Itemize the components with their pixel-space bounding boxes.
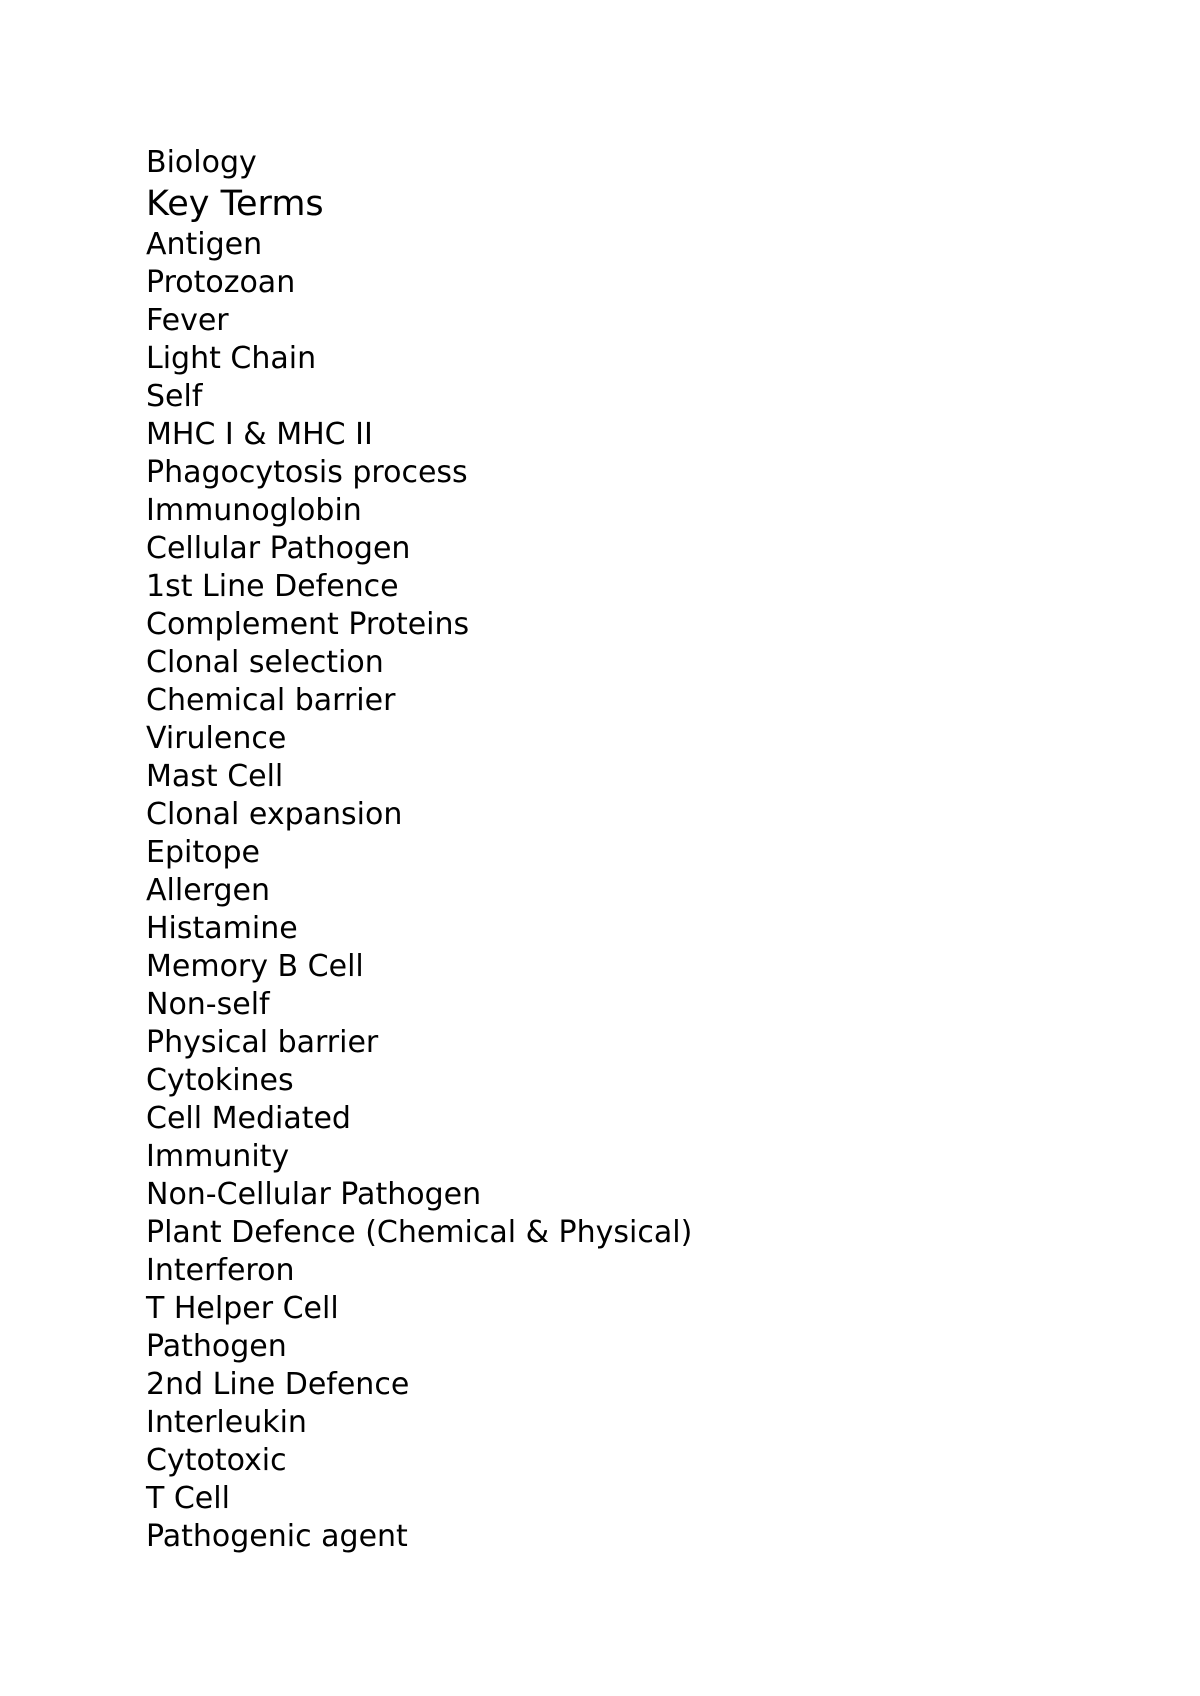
term-item: Mast Cell	[146, 759, 284, 794]
term-item: Memory B Cell	[146, 949, 364, 984]
term-item: Immunity	[146, 1139, 290, 1174]
term-item: Allergen	[146, 873, 270, 908]
term-item: Interleukin	[146, 1405, 307, 1440]
term-item: MHC I & MHC II	[146, 417, 373, 452]
term-item: Non-self	[146, 987, 270, 1022]
term-item: Self	[146, 379, 203, 414]
term-item: Virulence	[146, 721, 287, 756]
term-item: Protozoan	[146, 265, 296, 300]
term-item: Antigen	[146, 227, 263, 262]
term-item: Physical barrier	[146, 1025, 379, 1060]
key-terms-heading: Key Terms	[146, 184, 324, 224]
key-terms-list	[146, 226, 1106, 1556]
term-item: Chemical barrier	[146, 683, 396, 718]
term-item: Histamine	[146, 911, 298, 946]
term-item: Fever	[146, 303, 229, 338]
subject-line: Biology	[146, 145, 257, 180]
term-item: Cytotoxic	[146, 1443, 287, 1478]
term-item: Light Chain	[146, 341, 317, 376]
term-item: Immunoglobin	[146, 493, 362, 528]
term-item: Interferon	[146, 1253, 295, 1288]
term-item: Cell Mediated	[146, 1101, 351, 1136]
term-item: Clonal selection	[146, 645, 384, 680]
term-item: Plant Defence (Chemical & Physical)	[146, 1215, 693, 1250]
term-item: Pathogen	[146, 1329, 287, 1364]
term-item: Pathogenic agent	[146, 1519, 408, 1554]
term-item: Phagocytosis process	[146, 455, 468, 490]
term-item: Complement Proteins	[146, 607, 470, 642]
term-item: T Helper Cell	[146, 1291, 339, 1326]
term-item: Clonal expansion	[146, 797, 403, 832]
term-item: 1st Line Defence	[146, 569, 399, 604]
term-item: Cytokines	[146, 1063, 294, 1098]
term-item: T Cell	[146, 1481, 230, 1516]
term-item: 2nd Line Defence	[146, 1367, 410, 1402]
term-item: Cellular Pathogen	[146, 531, 411, 566]
term-item: Epitope	[146, 835, 260, 870]
document-content	[146, 144, 1106, 1556]
term-item: Non-Cellular Pathogen	[146, 1177, 482, 1212]
